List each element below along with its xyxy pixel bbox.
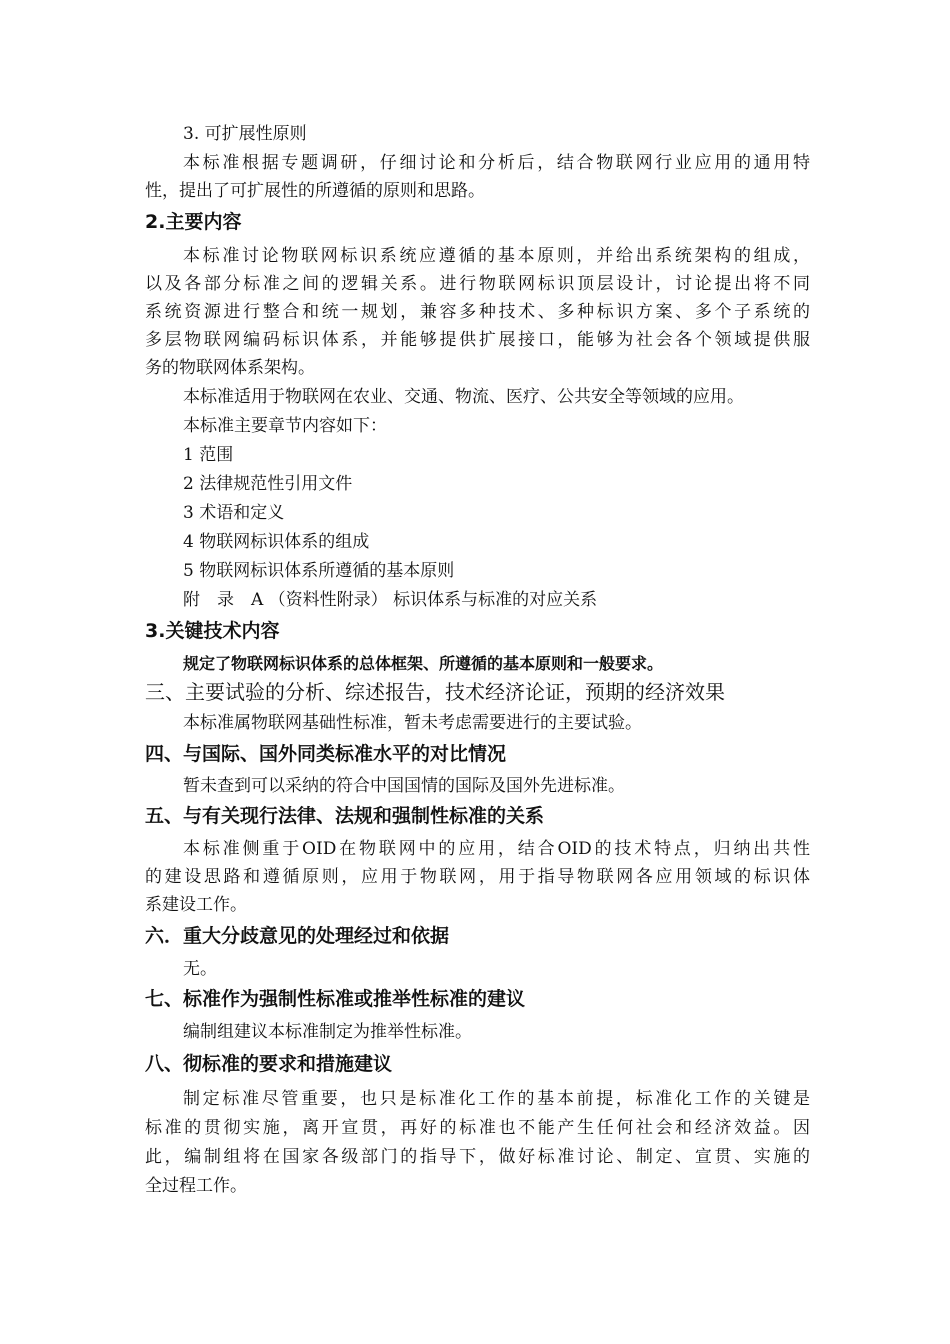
heading-section-five: 五、与有关现行法律、法规和强制性标准的关系 bbox=[145, 805, 545, 827]
scope-paragraph: 本标准适用于物联网在农业、交通、物流、医疗、公共安全等领域的应用。 bbox=[183, 387, 744, 407]
heading-section-six: 六．重大分歧意见的处理经过和依据 bbox=[145, 925, 450, 947]
paragraph-line: 本标准根据专题调研，仔细讨论和分析后，结合物联网行业应用的通用特 bbox=[183, 153, 810, 173]
paragraph-line: 多层物联网编码标识体系，并能够提供扩展接口，能够为社会各个领域提供服 bbox=[145, 330, 810, 350]
paragraph-line: 此，编制组将在国家各级部门的指导下，做好标准讨论、制定、宣贯、实施的 bbox=[145, 1147, 810, 1167]
chapter-item-appendix: 附 录 A （资料性附录） 标识体系与标准的对应关系 bbox=[183, 590, 598, 610]
heading-section-four: 四、与国际、国外同类标准水平的对比情况 bbox=[145, 743, 507, 765]
chapters-intro: 本标准主要章节内容如下： bbox=[183, 416, 387, 436]
paragraph-line: 全过程工作。 bbox=[145, 1176, 247, 1196]
section-three-paragraph: 本标准属物联网基础性标准，暂未考虑需要进行的主要试验。 bbox=[183, 713, 642, 733]
section-four-paragraph: 暂未查到可以采纳的符合中国国情的国际及国外先进标准。 bbox=[183, 776, 625, 796]
chapter-item: 3 术语和定义 bbox=[183, 503, 285, 523]
paragraph-line: 制定标准尽管重要，也只是标准化工作的基本前提，标准化工作的关键是 bbox=[183, 1089, 810, 1109]
heading-section-three: 三、主要试验的分析、综述报告，技术经济论证，预期的经济效果 bbox=[145, 680, 725, 704]
heading-section-eight: 八、彻标准的要求和措施建议 bbox=[145, 1053, 393, 1075]
item-title-extensibility: 3. 可扩展性原则 bbox=[183, 124, 307, 144]
key-tech-paragraph: 规定了物联网标识体系的总体框架、所遵循的基本原则和一般要求。 bbox=[183, 654, 664, 673]
heading-main-content: 2.主要内容 bbox=[145, 211, 242, 233]
section-seven-paragraph: 编制组建议本标准制定为推举性标准。 bbox=[183, 1022, 472, 1042]
paragraph-line: 本标准侧重于OID在物联网中的应用，结合OID的技术特点，归纳出共性 bbox=[183, 839, 810, 859]
paragraph-line: 以及各部分标准之间的逻辑关系。进行物联网标识顶层设计，讨论提出将不同 bbox=[145, 274, 810, 294]
paragraph-line: 性，提出了可扩展性的所遵循的原则和思路。 bbox=[145, 181, 485, 201]
paragraph-line: 本标准讨论物联网标识系统应遵循的基本原则，并给出系统架构的组成， bbox=[183, 246, 810, 266]
paragraph-line: 务的物联网体系架构。 bbox=[145, 358, 315, 378]
chapter-item: 4 物联网标识体系的组成 bbox=[183, 532, 370, 552]
chapter-item: 2 法律规范性引用文件 bbox=[183, 474, 353, 494]
chapter-item: 5 物联网标识体系所遵循的基本原则 bbox=[183, 561, 455, 581]
paragraph-line: 系建设工作。 bbox=[145, 895, 247, 915]
paragraph-line: 的建设思路和遵循原则，应用于物联网，用于指导物联网各应用领域的标识体 bbox=[145, 867, 810, 887]
paragraph-line: 标准的贯彻实施，离开宣贯，再好的标准也不能产生任何社会和经济效益。因 bbox=[145, 1118, 810, 1138]
chapter-item: 1 范围 bbox=[183, 445, 234, 465]
heading-section-seven: 七、标准作为强制性标准或推举性标准的建议 bbox=[145, 988, 526, 1010]
heading-key-tech: 3.关键技术内容 bbox=[145, 620, 280, 642]
section-six-paragraph: 无。 bbox=[183, 959, 217, 979]
paragraph-line: 系统资源进行整合和统一规划，兼容多种技术、多种标识方案、多个子系统的 bbox=[145, 302, 810, 322]
